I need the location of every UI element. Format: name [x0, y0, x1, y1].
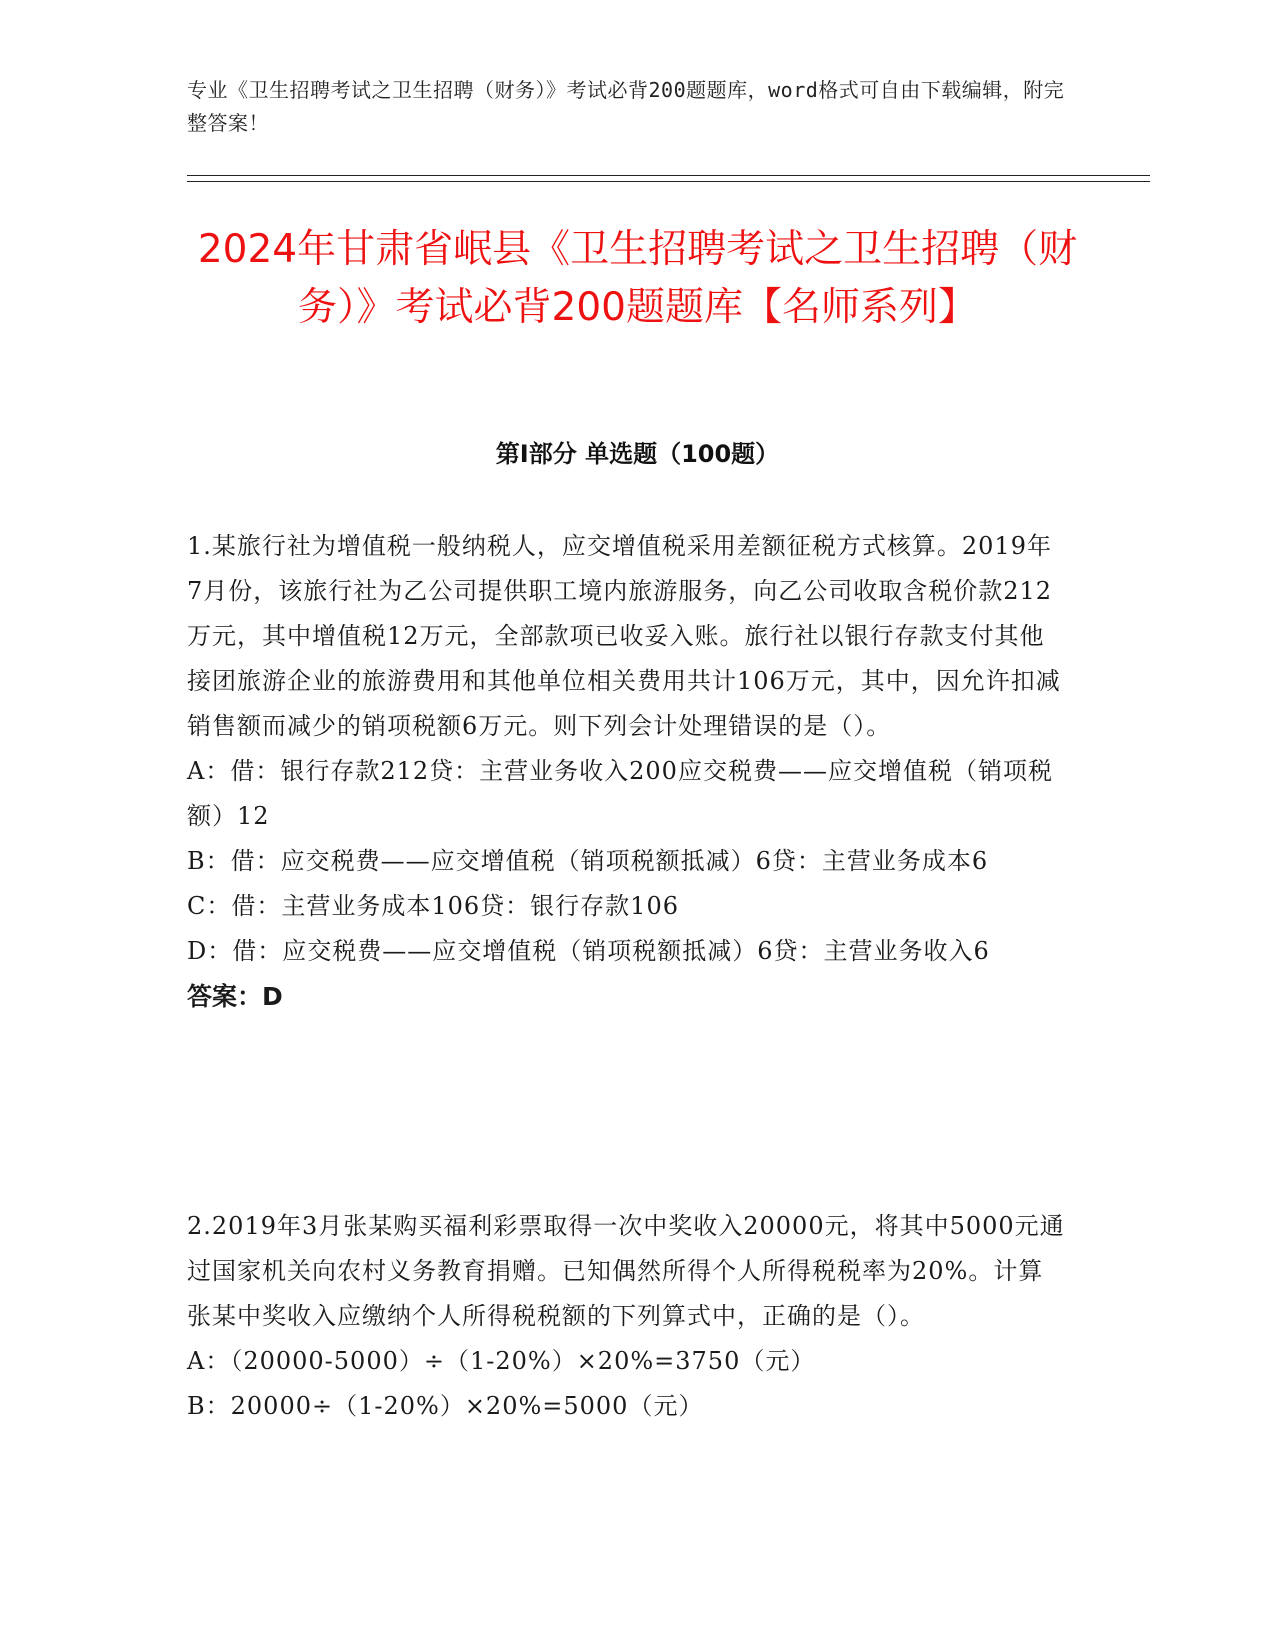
question-stem: 1.某旅行社为增值税一般纳税人，应交增值税采用差额征税方式核算。2019年7月份，该旅行社为乙公司提供职工境内旅游服务，向乙公司收取含税价款212万元，其中增值税12万元，全部款项已收妥入账。旅行社以银行存款支付其他接团旅游企业的旅游费用和其他单位相关费用共计106万元，其中，因允许扣减销售额而减少的销项税额6万元。则下列会计处理错误的是（）。 [187, 532, 1061, 740]
option-b: B：20000÷（1-20%）×20%=5000（元） [187, 1392, 704, 1420]
option-a: A：（20000-5000）÷（1-20%）×20%=3750（元） [187, 1347, 816, 1375]
question-2 [187, 1204, 1067, 1429]
header-rule-top [187, 175, 1150, 176]
header-note: 专业《卫生招聘考试之卫生招聘（财务）》考试必背200题题库，word格式可自由下载编辑，附完整答案！ [187, 78, 1065, 135]
question-stem: 2.2019年3月张某购买福利彩票取得一次中奖收入20000元，将其中5000元通过国家机关向农村义务教育捐赠。已知偶然所得个人所得税税率为20%。计算张某中奖收入应缴纳个人所得税税额的下列算式中，正确的是（）。 [187, 1212, 1065, 1330]
option-c: C：借：主营业务成本106贷：银行存款106 [187, 892, 679, 920]
document-title: 2024年甘肃省岷县《卫生招聘考试之卫生招聘（财务）》考试必背200题题库【名师系列】 [197, 227, 1078, 330]
header-rule-bottom [187, 181, 1150, 182]
option-d: D：借：应交税费——应交增值税（销项税额抵减）6贷：主营业务收入6 [187, 937, 990, 965]
answer: 答案：D [187, 982, 283, 1011]
question-1 [187, 524, 1067, 1019]
section-heading: 第I部分 单选题（100题） [495, 440, 780, 468]
option-b: B：借：应交税费——应交增值税（销项税额抵减）6贷：主营业务成本6 [187, 847, 989, 875]
option-a: A：借：银行存款212贷：主营业务收入200应交税费——应交增值税（销项税额）12 [187, 757, 1053, 830]
